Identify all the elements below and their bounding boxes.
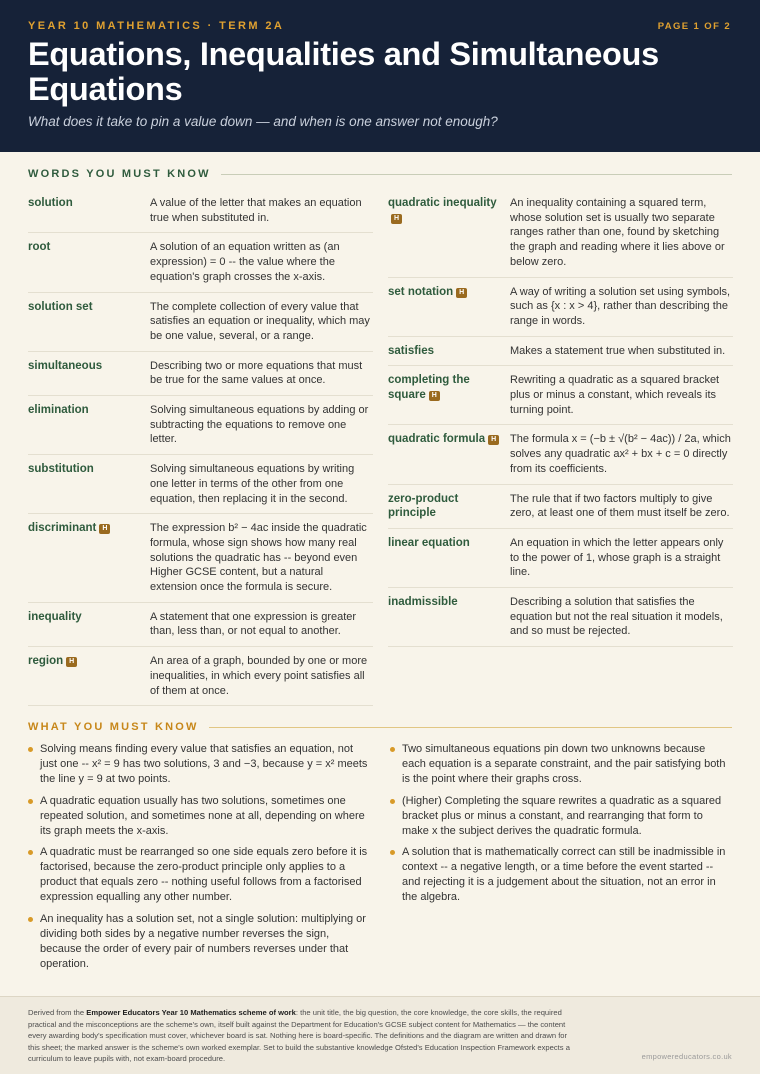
glossary-entry — [388, 485, 733, 529]
glossary-term-text: quadratic formula — [388, 433, 486, 446]
glossary-heading — [28, 168, 732, 180]
knowledge-point: Solving means finding every value that satisfies an equation, not just one -- x² = 9 has two solutions, 3 and −3, because y = x² meets the line y = 9 at two points. — [28, 742, 370, 787]
glossary-entry — [388, 366, 733, 425]
site-url: empowereducators.co.uk — [641, 1052, 732, 1061]
higher-tier-badge: H — [429, 391, 440, 401]
glossary-term — [28, 403, 150, 447]
glossary-entry — [388, 189, 733, 278]
glossary-definition: A value of the letter that makes an equation true when substituted in. — [150, 197, 362, 224]
glossary-term-text: solution set — [28, 300, 93, 313]
glossary-term-text: discriminant — [28, 522, 97, 535]
course-kicker: YEAR 10 MATHEMATICS · TERM 2A — [28, 20, 285, 32]
knowledge-column-left — [28, 742, 370, 978]
glossary-entry — [28, 352, 373, 396]
header — [0, 0, 760, 152]
glossary-definition: The complete collection of every value that satisfies an equation or inequality, which may be one value, several, or a range. — [150, 300, 370, 342]
glossary-column-left — [28, 189, 373, 706]
glossary-definition: A way of writing a solution set using symbols, such as {x : x > 4}, rather than describing the range in words. — [510, 285, 731, 327]
glossary-definition: Solving simultaneous equations by writing one letter in terms of the other from one equation, then replacing it in the second. — [150, 463, 355, 505]
glossary-term — [388, 373, 510, 417]
footer — [0, 996, 760, 1074]
page-title: Equations, Inequalities and Simultaneous Equations — [28, 36, 659, 107]
glossary-definition: The formula x = (−b ± √(b² − 4ac)) / 2a, which solves any quadratic ax² + bx + c = 0 directly from its coefficients. — [510, 433, 731, 475]
glossary-entry — [28, 189, 373, 233]
knowledge-point: A quadratic equation usually has two solutions, sometimes one repeated solution, and sometimes none at all, depending on where its graph meets the x-axis. — [28, 794, 370, 839]
glossary-definition: Rewriting a quadratic as a squared bracket plus or minus a constant, which reveals its turning point. — [510, 374, 720, 416]
glossary-term-text: substitution — [28, 463, 94, 476]
glossary-term — [28, 521, 150, 595]
glossary-term — [28, 610, 150, 639]
glossary-definition: An inequality containing a squared term, whose solution set is usually two separate ranges rather than one, found by sketching the graph and reading where it lies above or below zero. — [510, 197, 725, 268]
glossary-term — [388, 432, 510, 476]
higher-tier-badge: H — [66, 657, 77, 667]
glossary-term — [28, 654, 150, 698]
knowledge-heading-label: WHAT YOU MUST KNOW — [28, 721, 199, 733]
glossary-definition: A statement that one expression is greater than, less than, or not equal to another. — [150, 610, 357, 638]
glossary-entry — [28, 603, 373, 647]
glossary-term — [28, 300, 150, 344]
glossary-entry — [28, 396, 373, 455]
glossary-term — [28, 196, 150, 225]
source-note-lead: Derived from the — [28, 1008, 87, 1017]
glossary-term-text: linear equation — [388, 536, 470, 549]
glossary-column-right — [388, 189, 733, 647]
knowledge-point: A quadratic must be rearranged so one side equals zero before it is factorised, because the zero-product principle only applies to a product that equals zero -- nothing useful follows from a factorised expression equalling any other number. — [28, 845, 370, 905]
higher-tier-badge: H — [391, 214, 402, 224]
glossary-term-text: simultaneous — [28, 359, 103, 372]
glossary-term-text: quadratic inequality — [388, 197, 497, 209]
page-number: PAGE 1 OF 2 — [657, 21, 731, 32]
divider — [221, 174, 732, 175]
glossary-definition: Describing two or more equations that must be true for the same values at once. — [150, 359, 363, 387]
higher-tier-badge: H — [488, 435, 499, 445]
knowledge-heading — [28, 721, 732, 733]
glossary-definition: An area of a graph, bounded by one or more inequalities, in which every point satisfies all of them at once. — [150, 655, 368, 697]
knowledge-point: An inequality has a solution set, not a single solution: multiplying or dividing both sides by a negative number reverses the sign, because the order of every pair of numbers reverses under that operation. — [28, 912, 370, 972]
glossary-term — [388, 595, 510, 639]
glossary-entry — [28, 647, 373, 706]
glossary-term-text: inequality — [28, 610, 82, 623]
glossary-term-text: elimination — [28, 404, 89, 417]
higher-tier-badge: H — [99, 524, 110, 534]
glossary-term — [28, 462, 150, 506]
glossary-entry — [388, 529, 733, 588]
glossary-definition: Solving simultaneous equations by adding or subtracting the equations to remove one letter. — [150, 404, 369, 446]
glossary-definition: The rule that if two factors multiply to give zero, at least one of them must itself be zero. — [510, 492, 730, 520]
glossary-term — [388, 492, 510, 521]
glossary-term-text: set notation — [388, 285, 454, 298]
source-note-body: : the unit title, the big question, the core knowledge, the core skills, the required practical and the misconceptions are the scheme's own, itself built against the Department for Education's GCSE subject content for Mathematics — the content every awarding body's specification must cover, whichever board is sat. Nothing here is board-specific. The definitions and the diagram are written and drawn for this sheet; the marked answer is the scheme's own worked exemplar. Set to build the substantive knowledge Ofsted's Education Inspection Framework expects a curriculum to leave pupils with, not exam-board procedure. — [28, 1008, 570, 1063]
divider — [209, 727, 732, 728]
knowledge-point: Two simultaneous equations pin down two unknowns because each equation is a separate constraint, and the pair satisfying both is the point where their graphs cross. — [390, 742, 732, 787]
glossary-term — [388, 536, 510, 580]
glossary-heading-label: WORDS YOU MUST KNOW — [28, 168, 211, 180]
glossary-definition: A solution of an equation written as (an expression) = 0 -- the value where the equation's graph crosses the x-axis. — [150, 241, 340, 283]
glossary-term-text: zero-product principle — [388, 492, 459, 520]
source-note — [28, 1007, 576, 1065]
glossary-term-text: region — [28, 655, 64, 668]
glossary-term-text: solution — [28, 197, 73, 209]
knowledge-point: (Higher) Completing the square rewrites a quadratic as a squared bracket plus or minus a constant, and rearranging that form to make x the subject derives the quadratic formula. — [390, 794, 732, 839]
glossary-definition: The expression b² − 4ac inside the quadratic formula, whose sign shows how many real solutions the quadratic has -- beyond even Higher GCSE content, but a natural extension once the formula is secure. — [150, 522, 367, 594]
glossary-term — [388, 344, 510, 359]
glossary-term-text: inadmissible — [388, 596, 458, 609]
glossary-term-text: root — [28, 241, 51, 254]
glossary-term-text: satisfies — [388, 344, 435, 357]
source-link: Empower Educators Year 10 Mathematics scheme of work — [86, 1008, 296, 1017]
glossary-entry — [388, 278, 733, 337]
glossary-term-text: completing the square — [388, 374, 470, 401]
glossary-entry — [388, 425, 733, 484]
glossary-entry — [28, 233, 373, 292]
glossary-term — [388, 196, 510, 270]
knowledge-point: A solution that is mathematically correct can still be inadmissible in context -- a negative length, or a time before the event started -- and rejecting it is a judgement about the situation, not an error in the algebra. — [390, 845, 732, 905]
glossary-entry — [388, 588, 733, 647]
glossary-term — [28, 240, 150, 284]
glossary-definition: Makes a statement true when substituted in. — [510, 344, 726, 357]
glossary-entry — [388, 337, 733, 367]
glossary-definition: Describing a solution that satisfies the equation but not the real situation it models, and so must be rejected. — [510, 596, 723, 638]
glossary-entry — [28, 514, 373, 603]
glossary-term — [388, 285, 510, 329]
glossary-entry — [28, 455, 373, 514]
glossary-term — [28, 359, 150, 388]
knowledge-column-right — [390, 742, 732, 912]
glossary-entry — [28, 293, 373, 352]
glossary-definition: An equation in which the letter appears only to the power of 1, whose graph is a straight line. — [510, 536, 724, 579]
higher-tier-badge: H — [456, 288, 467, 298]
big-question: What does it take to pin a value down — and when is one answer not enough? — [28, 114, 498, 129]
